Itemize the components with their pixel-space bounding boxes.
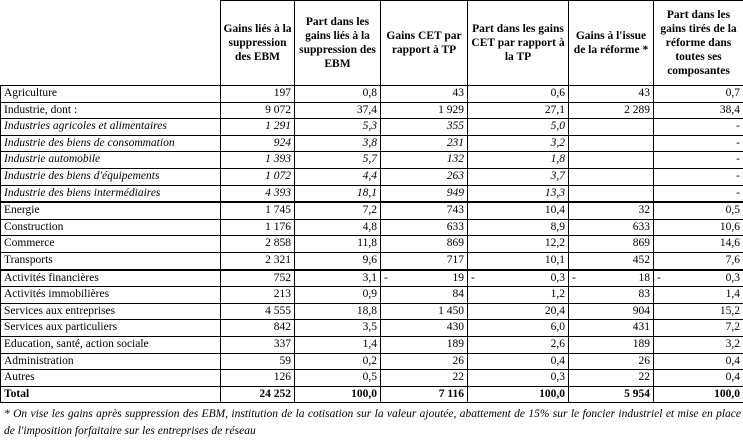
cell-sector [1,370,221,387]
cell-gains-ebm [221,303,295,320]
cell-value: 0,3 [551,371,565,383]
cell-value: Services aux entreprises [4,305,115,317]
table-row [1,168,743,185]
cell-gains-reforme [569,236,654,253]
cell-sector [1,320,221,337]
cell-value: 13,3 [545,187,565,199]
cell-part-cet [468,168,569,185]
cell-gains-reforme [569,320,654,337]
cell-gains-reforme [569,386,654,403]
cell-part-cet [468,270,569,287]
cell-value: 3,7 [551,170,565,182]
table-row [1,320,743,337]
cell-value: 6,0 [551,321,565,333]
cell-part-ebm [295,152,381,169]
cell-gains-reforme [569,336,654,353]
header-corner [1,1,221,86]
cell-gains-reforme [569,270,654,287]
cell-value: 189 [633,338,650,350]
cell-value: 10,1 [545,254,565,266]
minus-sign: - [572,271,576,287]
cell-value: 14,6 [720,237,740,249]
cell-value: 263 [447,170,464,182]
cell-value: 5,0 [551,120,565,132]
cell-value: Industrie des biens d'équipements [4,170,159,182]
cell-sector [1,236,221,253]
cell-value: 869 [447,237,464,249]
cell-value: 3,1 [363,272,377,284]
header-gains-ebm: Gains liés à la suppression des EBM [221,1,295,86]
cell-value: 1 393 [265,153,291,165]
cell-part-cet [468,185,569,202]
cell-part-ebm [295,386,381,403]
cell-gains-ebm [221,287,295,304]
cell-part-ebm [295,102,381,119]
cell-value: 0,4 [551,355,565,367]
cell-sector [1,168,221,185]
cell-part-reforme [654,152,743,169]
cell-part-ebm [295,202,381,219]
cell-gains-reforme [569,202,654,219]
cell-gains-reforme [569,303,654,320]
cell-value: Commerce [4,237,54,249]
cell-sector [1,135,221,152]
cell-gains-cet [381,252,468,269]
cell-value: - [736,137,740,149]
cell-gains-ebm [221,370,295,387]
table-row [1,270,743,287]
cell-sector [1,303,221,320]
cell-gains-cet [381,102,468,119]
cell-value: 26 [639,355,651,367]
minus-sign: - [384,271,388,287]
cell-part-cet [468,135,569,152]
cell-gains-reforme [569,353,654,370]
cell-gains-ebm [221,252,295,269]
cell-value: 4 555 [265,305,291,317]
cell-value: Administration [4,355,74,367]
cell-gains-ebm [221,86,295,103]
cell-gains-reforme [569,119,654,136]
cell-value: 430 [447,321,464,333]
cell-part-reforme [654,185,743,202]
header-gains-cet: Gains CET par rapport à TP [381,1,468,86]
cell-value: 0,6 [551,87,565,99]
cell-gains-cet [381,152,468,169]
cell-gains-cet [381,185,468,202]
cell-part-reforme [654,236,743,253]
cell-part-ebm [295,185,381,202]
table-row [1,102,743,119]
cell-part-reforme [654,202,743,219]
cell-sector [1,119,221,136]
cell-gains-ebm [221,102,295,119]
cell-value: 2 321 [265,254,291,266]
cell-gains-reforme [569,135,654,152]
cell-gains-ebm [221,386,295,403]
cell-gains-ebm [221,168,295,185]
cell-value: 1,2 [551,288,565,300]
cell-part-ebm [295,336,381,353]
cell-value: 213 [274,288,291,300]
cell-value: Agriculture [4,87,57,99]
cell-value: 7 116 [439,388,464,400]
table-row [1,135,743,152]
cell-part-cet [468,252,569,269]
cell-value: 100,0 [351,388,377,400]
cell-value: 752 [274,272,291,284]
cell-value: Industrie des biens intermédiaires [4,187,160,199]
cell-value: 27,1 [545,104,565,116]
cell-gains-cet [381,119,468,136]
cell-part-ebm [295,252,381,269]
cell-value: 32 [639,204,651,216]
cell-gains-cet [381,303,468,320]
cell-value: 743 [447,204,464,216]
cell-part-cet [468,202,569,219]
cell-value: 2 858 [265,237,291,249]
cell-part-cet [468,287,569,304]
cell-gains-ebm [221,152,295,169]
cell-sector [1,202,221,219]
cell-value: 43 [639,87,651,99]
cell-value: 38,4 [720,104,740,116]
cell-value: 355 [447,120,464,132]
cell-value: 84 [453,288,465,300]
cell-value: 132 [447,153,464,165]
cell-value: 924 [274,137,291,149]
cell-value: 43 [453,87,465,99]
cell-gains-reforme [569,152,654,169]
header-part-reforme: Part dans les gains tirés de la réforme dans toutes ses composantes [654,1,743,86]
cell-part-reforme [654,370,743,387]
cell-value: 1,4 [363,338,377,350]
cell-value: 11,8 [357,237,377,249]
cell-part-reforme [654,252,743,269]
cell-value: 7,2 [726,321,740,333]
minus-sign: - [657,271,661,287]
cell-gains-cet [381,336,468,353]
cell-value: 3,2 [726,338,740,350]
cell-gains-ebm [221,202,295,219]
cell-gains-reforme [569,252,654,269]
cell-value: 337 [274,338,291,350]
cell-gains-ebm [221,135,295,152]
cell-value: 1 291 [265,120,291,132]
cell-value: 842 [274,321,291,333]
cell-gains-ebm [221,270,295,287]
cell-gains-reforme [569,287,654,304]
cell-part-reforme [654,168,743,185]
cell-part-reforme [654,336,743,353]
cell-sector [1,386,221,403]
cell-value: 3,5 [363,321,377,333]
cell-part-ebm [295,219,381,236]
cell-value: 5,3 [363,120,377,132]
table-row [1,370,743,387]
cell-sector [1,252,221,269]
header-row [1,1,743,86]
cell-value: 633 [447,221,464,233]
cell-gains-cet [381,287,468,304]
table-row [1,252,743,269]
cell-part-ebm [295,353,381,370]
cell-value: - [736,187,740,199]
cell-gains-reforme [569,168,654,185]
cell-gains-cet [381,168,468,185]
cell-gains-reforme [569,219,654,236]
cell-value: Education, santé, action sociale [4,338,149,350]
cell-gains-cet [381,320,468,337]
cell-value: 10,4 [545,204,565,216]
cell-gains-cet [381,353,468,370]
cell-value: 20,4 [545,305,565,317]
cell-part-ebm [295,119,381,136]
cell-value: - [736,153,740,165]
cell-value: 22 [453,371,465,383]
cell-part-reforme [654,135,743,152]
cell-part-cet [468,152,569,169]
cell-part-cet [468,370,569,387]
cell-value: 0,9 [363,288,377,300]
cell-gains-ebm [221,219,295,236]
cell-part-ebm [295,287,381,304]
cell-value: Industrie, dont : [4,104,77,116]
cell-gains-reforme [569,370,654,387]
cell-value: 22 [639,371,651,383]
cell-part-cet [468,102,569,119]
cell-value: 1,4 [726,288,740,300]
cell-gains-reforme [569,185,654,202]
cell-value: 18,1 [357,187,377,199]
cell-gains-ebm [221,336,295,353]
total-row [1,386,743,403]
table-row [1,119,743,136]
cell-part-reforme [654,303,743,320]
cell-value: 431 [633,321,650,333]
cell-sector [1,185,221,202]
cell-part-reforme [654,270,743,287]
cell-part-cet [468,386,569,403]
cell-gains-ebm [221,236,295,253]
cell-value: 18 [639,272,651,284]
cell-value: 19 [453,272,465,284]
table-row [1,303,743,320]
header-gains-reforme: Gains à l'issue de la réforme * [569,1,654,86]
cell-sector [1,270,221,287]
cell-value: 452 [633,254,650,266]
cell-value: 1 929 [438,104,464,116]
cell-value: 3,2 [551,137,565,149]
cell-part-cet [468,353,569,370]
cell-value: Activités immobilières [4,288,109,300]
cell-gains-cet [381,270,468,287]
cell-part-ebm [295,86,381,103]
table-row [1,185,743,202]
cell-part-reforme [654,219,743,236]
cell-value: 9 072 [265,104,291,116]
cell-value: Autres [4,371,35,383]
cell-value: 26 [453,355,465,367]
cell-value: 0,4 [726,355,740,367]
cell-gains-ebm [221,185,295,202]
cell-part-reforme [654,353,743,370]
cell-value: 83 [639,288,651,300]
header-part-ebm: Part dans les gains liés à la suppression des EBM [295,1,381,86]
cell-gains-ebm [221,320,295,337]
cell-value: 4 393 [265,187,291,199]
cell-gains-cet [381,86,468,103]
cell-value: 7,2 [363,204,377,216]
cell-value: 633 [633,221,650,233]
cell-value: 10,6 [720,221,740,233]
cell-part-reforme [654,287,743,304]
cell-value: 0,5 [363,371,377,383]
cell-sector [1,219,221,236]
cell-value: Construction [4,221,63,233]
cell-part-cet [468,303,569,320]
cell-part-ebm [295,270,381,287]
cell-gains-ebm [221,353,295,370]
cell-value: 717 [447,254,464,266]
cell-part-reforme [654,102,743,119]
cell-gains-reforme [569,102,654,119]
cell-part-ebm [295,135,381,152]
cell-value: 24 252 [259,388,291,400]
cell-part-reforme [654,320,743,337]
cell-value: 126 [274,371,291,383]
cell-part-cet [468,320,569,337]
table-row [1,219,743,236]
table-row [1,353,743,370]
cell-value: - [736,170,740,182]
cell-gains-ebm [221,119,295,136]
cell-part-ebm [295,370,381,387]
cell-part-cet [468,336,569,353]
cell-value: 9,6 [363,254,377,266]
cell-value: 869 [633,237,650,249]
cell-value: 0,7 [726,87,740,99]
cell-value: 231 [447,137,464,149]
cell-sector [1,353,221,370]
cell-value: 1 450 [438,305,464,317]
cell-value: 7,6 [726,254,740,266]
cell-value: 2,6 [551,338,565,350]
cell-part-ebm [295,236,381,253]
table-row [1,287,743,304]
cell-value: Industries agricoles et alimentaires [4,120,167,132]
cell-gains-cet [381,236,468,253]
cell-value: 1 745 [265,204,291,216]
cell-part-cet [468,86,569,103]
cell-value: 2 289 [624,104,650,116]
cell-part-cet [468,236,569,253]
table-row [1,336,743,353]
cell-value: 100,0 [539,388,565,400]
cell-value: 904 [633,305,650,317]
cell-value: 5,7 [363,153,377,165]
cell-value: 15,2 [720,305,740,317]
cell-value: Energie [4,204,40,216]
cell-sector [1,336,221,353]
cell-value: Industrie automobile [4,153,100,165]
cell-value: 4,4 [363,170,377,182]
cell-value: Total [4,388,29,400]
table-row [1,202,743,219]
cell-part-cet [468,219,569,236]
cell-value: 12,2 [545,237,565,249]
cell-value: 949 [447,187,464,199]
cell-part-reforme [654,86,743,103]
cell-value: 37,4 [357,104,377,116]
cell-sector [1,152,221,169]
cell-gains-reforme [569,86,654,103]
cell-value: Services aux particuliers [4,321,117,333]
footnote: * On vise les gains après suppression des EBM, institution de la cotisation sur la valeur ajoutée, abattement de 15% sur le foncier industriel et mise en place de l'imposition forfaitaire sur les entreprises de réseau [0,403,743,440]
cell-value: 18,8 [357,305,377,317]
cell-value: 197 [274,87,291,99]
cell-sector [1,86,221,103]
cell-sector [1,287,221,304]
cell-value: Transports [4,254,53,266]
table-row [1,152,743,169]
cell-value: 1 176 [265,221,291,233]
cell-part-ebm [295,303,381,320]
cell-part-reforme [654,119,743,136]
cell-gains-cet [381,135,468,152]
cell-part-ebm [295,320,381,337]
cell-part-ebm [295,168,381,185]
cell-value: 0,5 [726,204,740,216]
cell-part-cet [468,119,569,136]
cell-value: 5 954 [624,388,650,400]
cell-value: Activités financières [4,272,99,284]
cell-gains-cet [381,219,468,236]
cell-value: 100,0 [714,388,740,400]
cell-value: 0,8 [363,87,377,99]
cell-value: 1 072 [265,170,291,182]
cell-value: 8,9 [551,221,565,233]
cell-value: Industrie des biens de consommation [4,137,175,149]
cell-value: 1,8 [551,153,565,165]
cell-value: 4,8 [363,221,377,233]
cell-value: 0,2 [363,355,377,367]
header-part-cet: Part dans les gains CET par rapport à la TP [468,1,569,86]
cell-sector [1,102,221,119]
cell-value: 0,3 [726,272,740,284]
table-row [1,236,743,253]
cell-value: 3,8 [363,137,377,149]
cell-gains-cet [381,386,468,403]
cell-gains-cet [381,202,468,219]
cell-value: 0,3 [551,272,565,284]
cell-value: 59 [280,355,292,367]
table-body [1,86,743,403]
table-row [1,86,743,103]
cell-value: - [736,120,740,132]
cell-gains-cet [381,370,468,387]
cell-value: 189 [447,338,464,350]
minus-sign: - [471,271,475,287]
cell-part-reforme [654,386,743,403]
cell-value: 0,4 [726,371,740,383]
